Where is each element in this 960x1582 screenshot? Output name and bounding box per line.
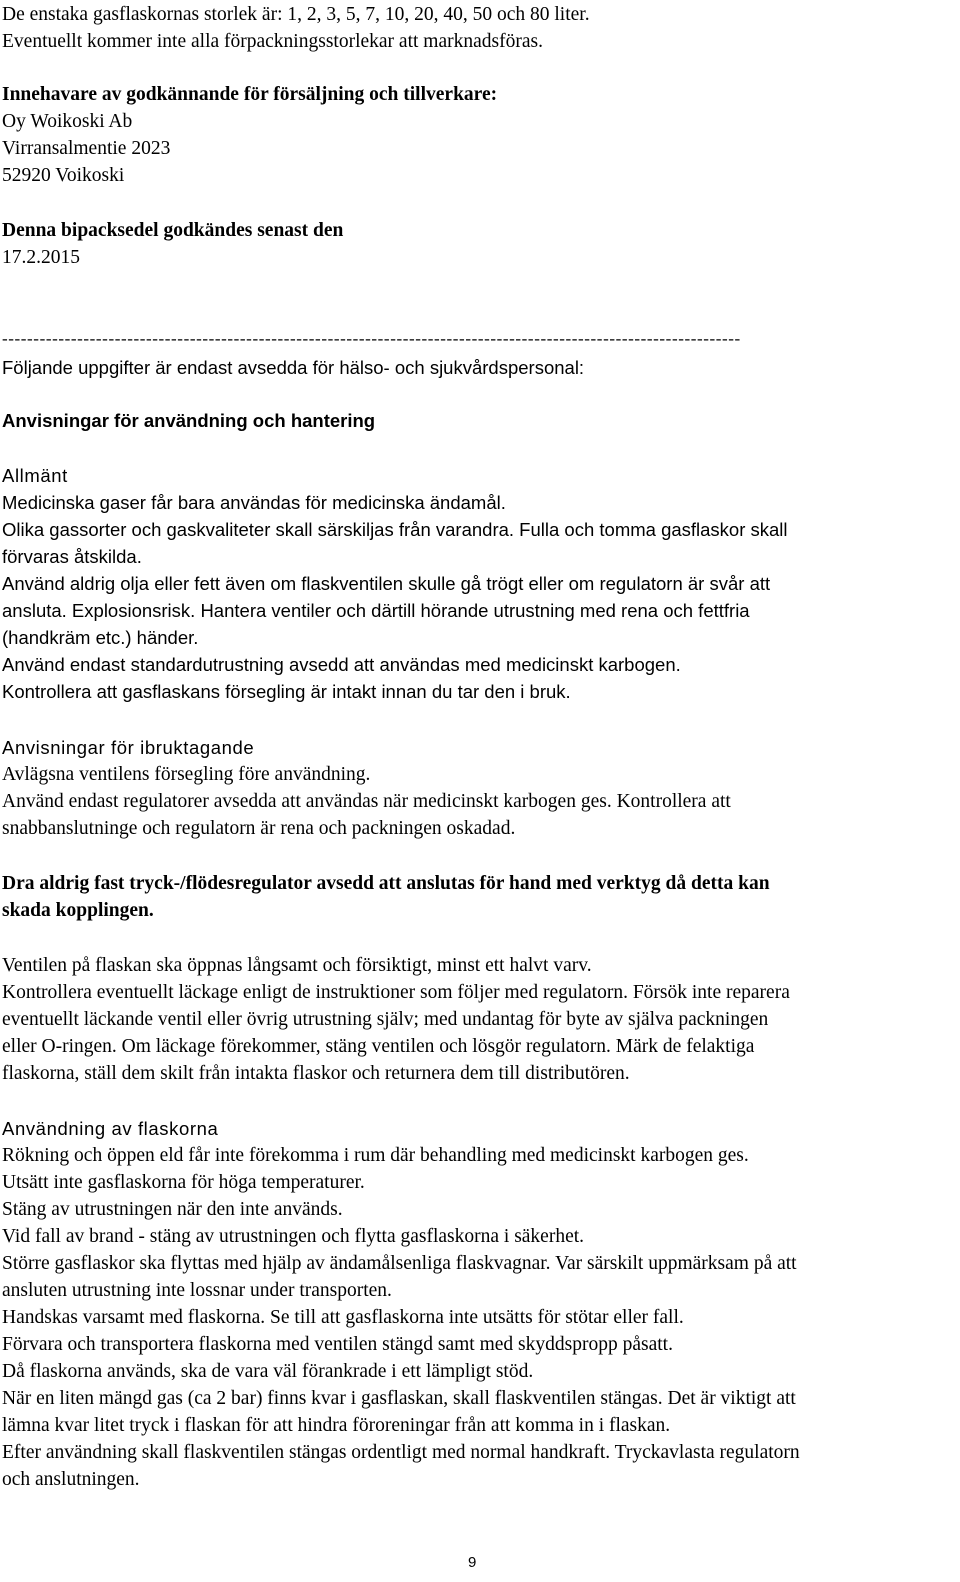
valve-line: eventuellt läckande ventil eller övrig utrustning själv; med undantag för byte av själva packningen [2,1009,769,1030]
page-number: 9 [468,1554,477,1571]
valve-line: eller O-ringen. Om läckage förekommer, stäng ventilen och lösgör regulatorn. Märk de felaktiga [2,1036,755,1057]
general-line: (handkräm etc.) händer. [2,627,199,648]
instructions-title: Anvisningar för användning och hantering [2,410,376,431]
usage-line: Rökning och öppen eld får inte förekomma i rum där behandling med medicinskt karbogen ges. [2,1145,749,1166]
usage-heading: Användning av flaskorna [2,1118,219,1139]
valve-line: Ventilen på flaskan ska öppnas långsamt och försiktigt, minst ett halvt varv. [2,955,592,976]
usage-line: Vid fall av brand - stäng av utrustningen och flytta gasflaskorna i säkerhet. [2,1226,585,1247]
holder-city: 52920 Voikoski [2,165,125,186]
general-line: ansluta. Explosionsrisk. Hantera ventiler och därtill hörande utrustning med rena och fettfria [2,600,750,621]
usage-line: Efter användning skall flaskventilen stängas ordentligt med normal handkraft. Tryckavlasta regulatorn [2,1442,800,1463]
usage-line: Utsätt inte gasflaskorna för höga temperaturer. [2,1172,365,1193]
warning-line: skada kopplingen. [2,900,154,921]
usage-line: Stäng av utrustningen när den inte används. [2,1199,343,1220]
usage-line: och anslutningen. [2,1469,140,1490]
pack-sizes-text: De enstaka gasflaskornas storlek är: 1, 2, 3, 5, 7, 10, 20, 40, 50 och 80 liter. [2,4,590,25]
usage-line: När en liten mängd gas (ca 2 bar) finns kvar i gasflaskan, skall flaskventilen stängas. Det är viktigt att [2,1388,796,1409]
valve-line: flaskorna, ställ dem skilt från intakta flaskor och returnera dem till distributören. [2,1063,630,1084]
commissioning-heading: Anvisningar för ibruktagande [2,737,255,758]
usage-line: Handskas varsamt med flaskorna. Se till att gasflaskorna inte utsätts för stötar eller fall. [2,1307,684,1328]
commissioning-line: snabbanslutninge och regulatorn är rena och packningen oskadad. [2,818,516,839]
holder-street: Virransalmentie 2023 [2,138,171,159]
general-line: Använd endast standardutrustning avsedd att användas med medicinskt karbogen. [2,654,681,675]
general-line: förvaras åtskilda. [2,546,142,567]
commissioning-line: Avlägsna ventilens försegling före användning. [2,764,371,785]
usage-line: ansluten utrustning inte lossnar under transporten. [2,1280,392,1301]
usage-line: Större gasflaskor ska flyttas med hjälp av ändamålsenliga flaskvagnar. Var särskilt uppmärksam på att [2,1253,797,1274]
warning-line: Dra aldrig fast tryck-/flödesregulator avsedd att anslutas för hand med verktyg då detta kan [2,873,770,894]
pack-sizes-note: Eventuellt kommer inte alla förpackningsstorlekar att marknadsföras. [2,31,543,52]
usage-line: Då flaskorna används, ska de vara väl förankrade i ett lämpligt stöd. [2,1361,534,1382]
approved-heading: Denna bipacksedel godkändes senast den [2,220,344,241]
valve-line: Kontrollera eventuellt läckage enligt de instruktioner som följer med regulatorn. Försök inte reparera [2,982,790,1003]
general-line: Olika gassorter och gaskvaliteter skall särskiljas från varandra. Fulla och tomma gasflaskor skall [2,519,788,540]
usage-line: Förvara och transportera flaskorna med ventilen stängd samt med skyddspropp påsatt. [2,1334,673,1355]
section-separator: ---------------------------------------------------------------------------------------------------------------------- [2,329,741,348]
usage-line: lämna kvar litet tryck i flaskan för att hindra föroreningar från att komma in i flaskan. [2,1415,671,1436]
general-line: Kontrollera att gasflaskans försegling är intakt innan du tar den i bruk. [2,681,571,702]
general-line: Använd aldrig olja eller fett även om flaskventilen skulle gå trögt eller om regulatorn är svår att [2,573,771,594]
commissioning-line: Använd endast regulatorer avsedda att användas när medicinskt karbogen ges. Kontrollera att [2,791,731,812]
general-heading: Allmänt [2,465,68,486]
holder-heading: Innehavare av godkännande för försäljning och tillverkare: [2,84,498,105]
holder-name: Oy Woikoski Ab [2,111,133,132]
general-line: Medicinska gaser får bara användas för medicinska ändamål. [2,492,506,513]
hcp-intro: Följande uppgifter är endast avsedda för hälso- och sjukvårdspersonal: [2,357,585,378]
approved-date: 17.2.2015 [2,247,80,268]
